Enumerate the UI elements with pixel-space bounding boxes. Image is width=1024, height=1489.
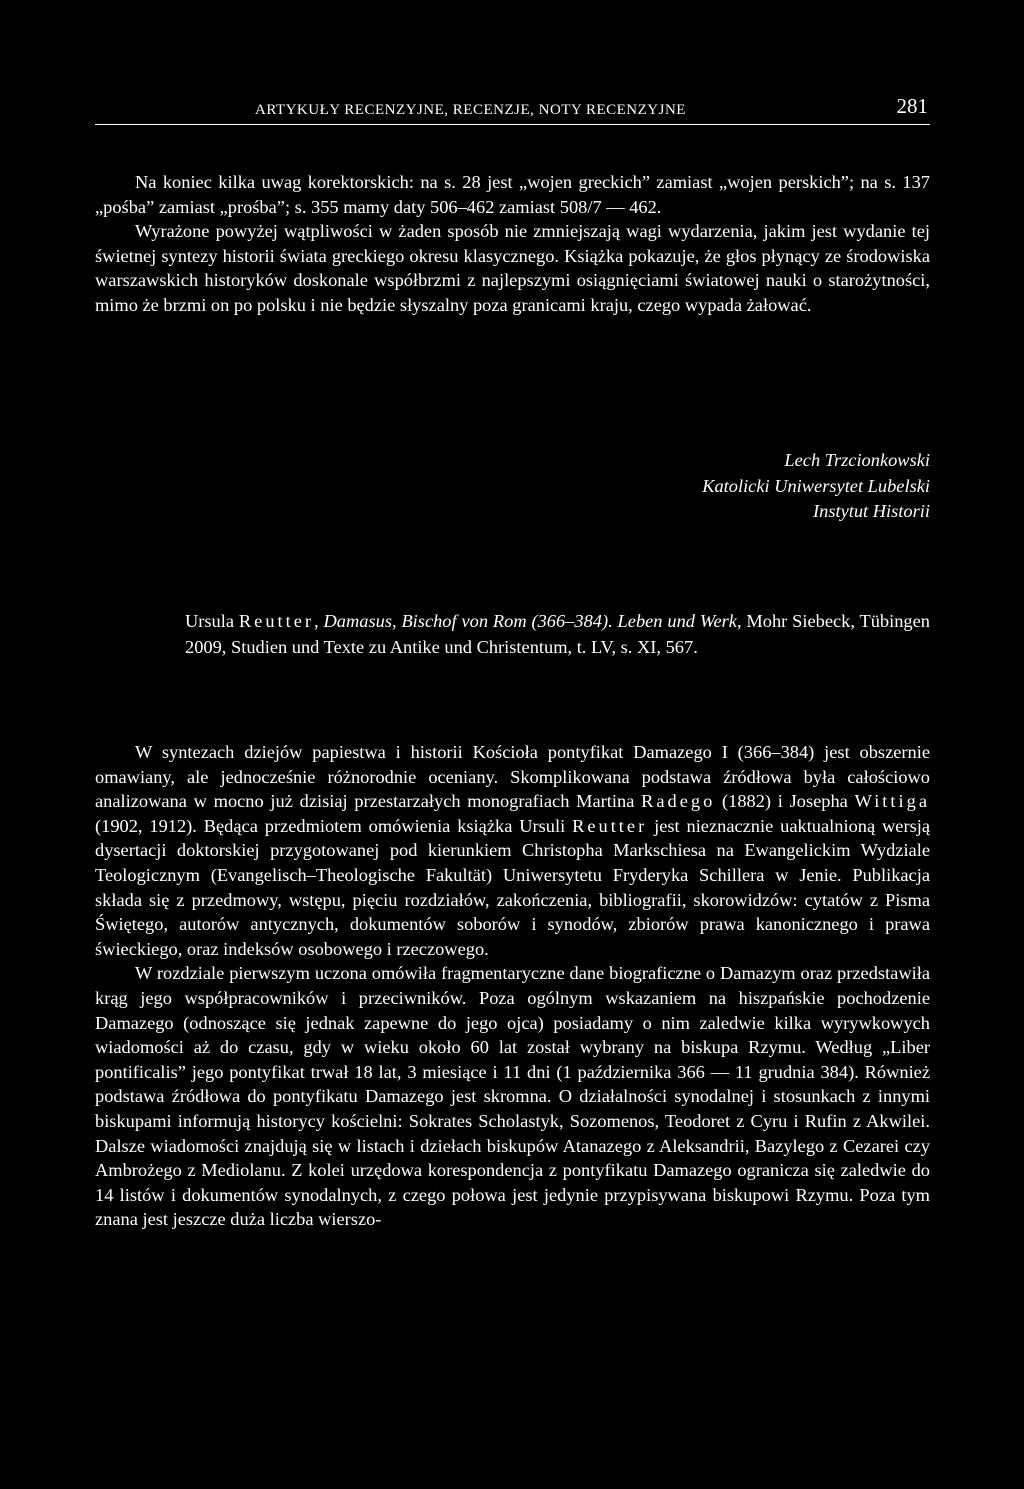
paragraph-conclusion: Wyrażone powyżej wątpliwości w żaden sposób nie zmniejszają wagi wydarzenia, jakim jest wydanie tej świetnej syntezy historii świata greckiego okresu klasycznego. Książka pokazuje, że głos płynący ze środowiska warszawskich historyków doskonale współbrzmi z najlepszymi osiągnięciami światowej nauki o starożytności, mimo że brzmi on po polsku i nie będzie słyszalny poza granicami kraju, czego wypada żałować.	[95, 221, 930, 315]
review-conclusion	[95, 170, 930, 318]
book-author-first: Ursula	[185, 611, 235, 631]
running-header	[95, 94, 930, 125]
page-number: 281	[896, 94, 928, 118]
intro-text-d: jest nieznacznie uaktualnioną wersją dysertacji doktorskiej przygotowanej pod kierunkiem Christopha Markschiesa na Ewangelickim Wydziale Teologicznym (Evangelisch–Theologische Fakultät) Uniwersytetu Fryderyka Schillera w Jenie. Publikacja składa się z przedmowy, wstępu, pięciu rozdziałów, zakończenia, bibliografii, skorowidzów: cytatów z Pisma Świętego, autorów antycznych, dokumentów soborów i synodów, zbiorów prawa kanonicznego i prawa świeckiego, oraz indeksów osobowego i rzeczowego.	[95, 815, 930, 959]
bibliographic-citation	[185, 608, 930, 660]
paragraph-introduction	[95, 740, 930, 961]
book-title: Damasus, Bischof von Rom (366–384). Leben und Werk	[323, 611, 737, 631]
book-publication-details: , Mohr Siebeck, Tübingen 2009, Studien und Texte zu Antike und Christentum, t. LV, s. XI, 567.	[185, 611, 930, 657]
name-wittiga: Wittiga	[854, 791, 930, 812]
paragraph-chapter-one: W rozdziale pierwszym uczona omówiła fragmentaryczne dane biograficzne o Damazym oraz przedstawiła krąg jego współpracowników i przeciwników. Poza ogólnym wskazaniem na hiszpańskie pochodzenie Damazego (odnoszące się jednak zapewne do jego ojca) posiadamy o nim zaledwie kilka wyrywkowych wiadomości aż do czasu, gdy w wieku około 60 lat został wybrany na biskupa Rzymu. Według „Liber pontificalis” jego pontyfikat trwał 18 lat, 3 miesiące i 11 dni (1 października 366 — 11 grudnia 384). Również podstawa źródłowa do pontyfikatu Damazego jest skromna. O działalności synodalnej i stosunkach z innymi biskupami informują historycy kościelni: Sokrates Scholastyk, Sozomenos, Teodoret z Cyru i Rufin z Akwilei. Dalsze wiadomości znajdują się w listach i dziełach biskupów Atanazego z Aleksandrii, Bazylego z Cezarei czy Ambrożego z Mediolanu. Z kolei urzędowa korespondencja z pontyfikatu Damazego ogranicza się zaledwie do 14 listów i dokumentów synodalnych, z czego połowa jest jedynie przypisywana biskupowi Rzymu. Poza tym znana jest jeszcze duża liczba wierszo-	[95, 963, 930, 1230]
intro-text-a: W syntezach dziejów papiestwa i historii Kościoła pontyfikat Damazego I (366–384) jest obszernie omawiany, ale jednocześnie różnorodnie oceniany. Skomplikowana podstawa źródłowa była całościowo analizowana w mocno już dzisiaj przestarzałych monografiach Martina	[95, 742, 930, 812]
reviewer-signature	[530, 448, 930, 525]
bibliographic-entry	[185, 608, 930, 660]
reviewer-institution: Katolicki Uniwersytet Lubelski	[702, 475, 930, 496]
review-body	[95, 740, 930, 1232]
name-radego: Radego	[641, 791, 716, 812]
paragraph-corrections: Na koniec kilka uwag korektorskich: na s. 28 jest „wojen greckich” zamiast „wojen perskich”; na s. 137 „pośba” zamiast „prośba”; s. 355 mamy daty 506–462 zamiast 508/7 — 462.	[95, 172, 930, 217]
header-title: ARTYKUŁY RECENZYJNE, RECENZJE, NOTY RECENZYJNE	[255, 102, 686, 118]
book-author-last: Reutter	[238, 611, 315, 631]
intro-text-b: (1882) i Josepha	[715, 791, 855, 812]
reviewer-department: Instytut Historii	[813, 501, 930, 522]
citation-separator: ,	[314, 611, 324, 631]
reviewer-name: Lech Trzcionkowski	[784, 450, 930, 470]
name-reutter: Reutter	[572, 815, 648, 836]
intro-text-c: (1902, 1912). Będąca przedmiotem omówienia książka Ursuli	[95, 815, 573, 836]
